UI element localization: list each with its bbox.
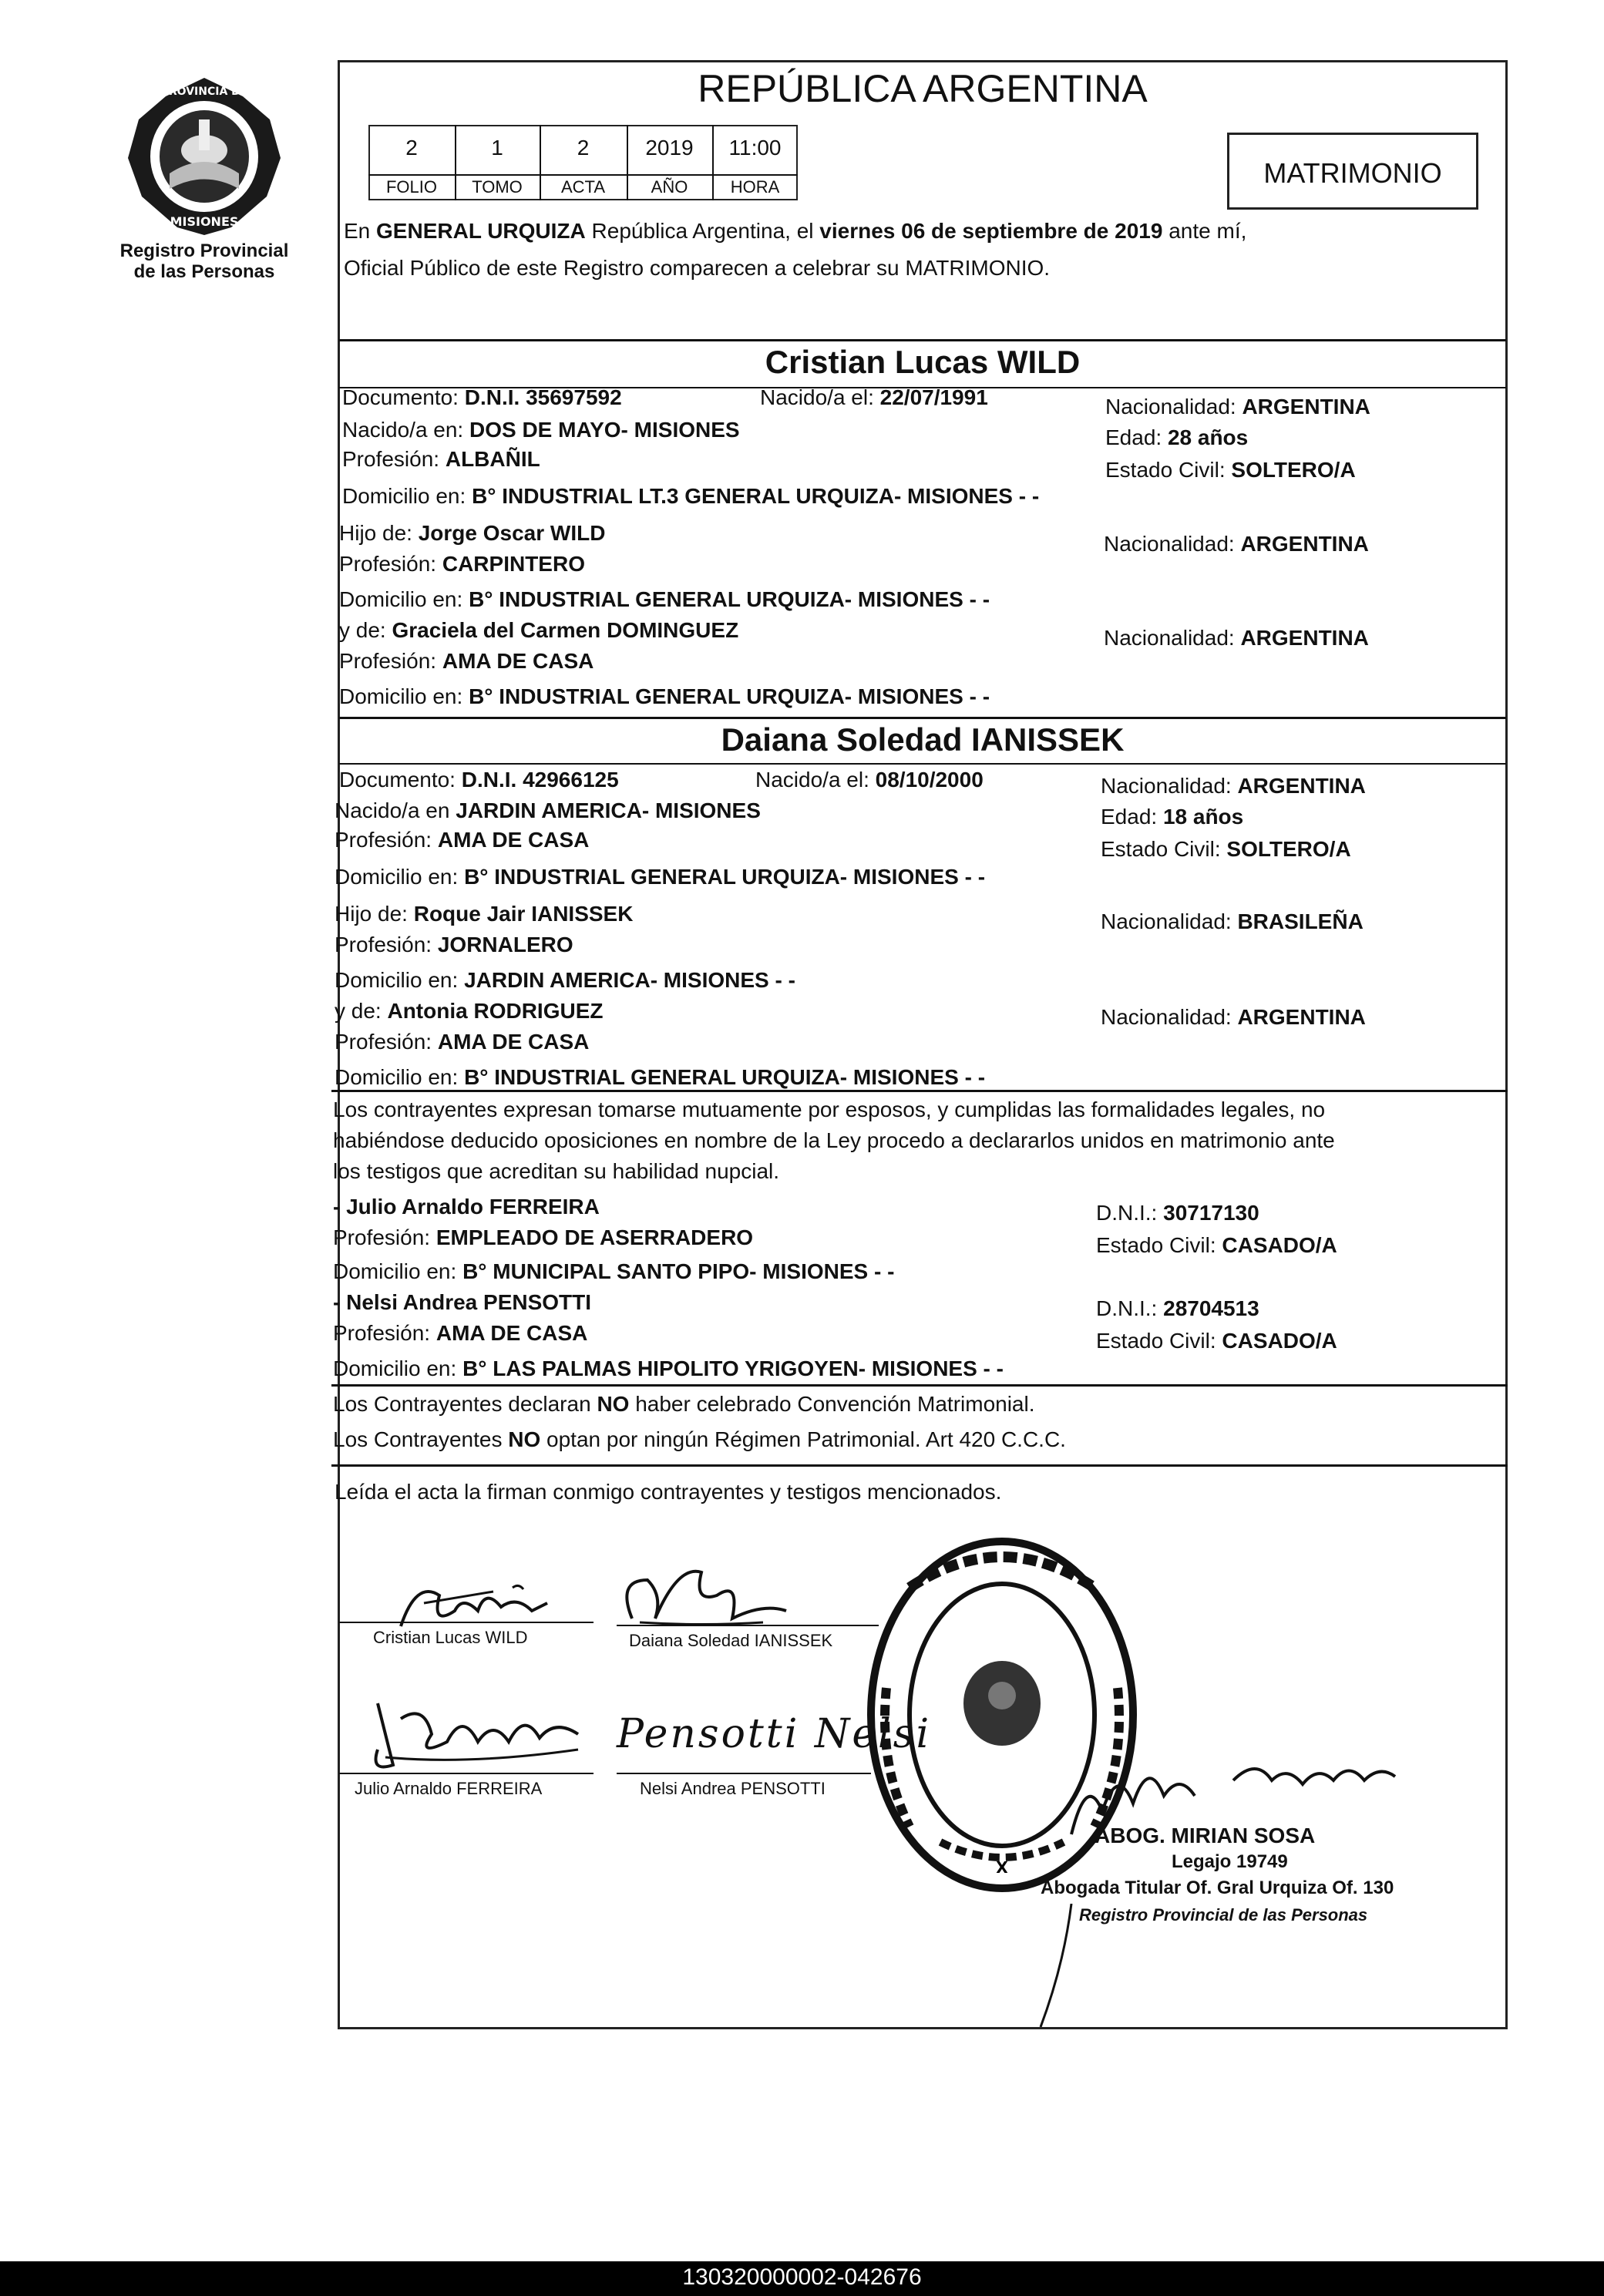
logo-caption-line1: Registro Provincial xyxy=(119,240,289,261)
regime-patrimonial: Los Contrayentes NO optan por ningún Régimen Patrimonial. Art 420 C.C.C. xyxy=(333,1427,1066,1451)
anio-value: 2019 xyxy=(645,136,694,160)
stamp-registry: Registro Provincial de las Personas xyxy=(1079,1905,1368,1925)
signature-name-2: Daiana Soledad IANISSEK xyxy=(629,1631,833,1650)
tomo-value: 1 xyxy=(491,136,503,160)
anio-label: AÑO xyxy=(651,177,688,197)
spouse2-padre: Hijo de: Roque Jair IANISSEK xyxy=(335,902,634,926)
spouse1-madre-domicilio: Domicilio en: B° INDUSTRIAL GENERAL URQUIZA- MISIONES - - xyxy=(339,684,990,708)
hora-value: 11:00 xyxy=(728,136,782,160)
spouse2-padre-domicilio: Domicilio en: JARDIN AMERICA- MISIONES - - xyxy=(335,968,795,992)
witness2-dni: D.N.I.: 28704513 xyxy=(1096,1296,1259,1320)
spouse2-madre-profesion: Profesión: AMA DE CASA xyxy=(335,1030,590,1054)
intro-line1: En GENERAL URQUIZA República Argentina, el viernes 06 de septiembre de 2019 ante mí, xyxy=(344,219,1247,243)
spouse1-edad: Edad: 28 años xyxy=(1105,425,1249,449)
spouse1-padre-domicilio: Domicilio en: B° INDUSTRIAL GENERAL URQUIZA- MISIONES - - xyxy=(339,587,990,611)
spouse1-padre: Hijo de: Jorge Oscar WILD xyxy=(339,521,606,545)
spouse1-name: Cristian Lucas WILD xyxy=(765,344,1081,380)
folio-value: 2 xyxy=(405,136,418,160)
spouse2-documento: Documento: D.N.I. 42966125 xyxy=(339,768,619,792)
witness2-domicilio: Domicilio en: B° LAS PALMAS HIPOLITO YRIGOYEN- MISIONES - - xyxy=(333,1356,1004,1380)
spouse1-nacido-en: Nacido/a en: DOS DE MAYO- MISIONES xyxy=(342,418,740,442)
signature-tail xyxy=(1033,1904,1079,2027)
spouse2-domicilio: Domicilio en: B° INDUSTRIAL GENERAL URQUIZA- MISIONES - - xyxy=(335,865,986,889)
logo-caption xyxy=(108,240,301,282)
spouse2-profesion: Profesión: AMA DE CASA xyxy=(335,828,590,852)
witness2-profesion: Profesión: AMA DE CASA xyxy=(333,1321,588,1345)
spouse2-madre-domicilio: Domicilio en: B° INDUSTRIAL GENERAL URQUIZA- MISIONES - - xyxy=(335,1065,986,1089)
spouse2-nacido-el: Nacido/a el: 08/10/2000 xyxy=(755,768,984,792)
spouse1-domicilio: Domicilio en: B° INDUSTRIAL LT.3 GENERAL URQUIZA- MISIONES - - xyxy=(342,484,1040,508)
regime-convencion: Los Contrayentes declaran NO haber celebrado Convención Matrimonial. xyxy=(333,1392,1035,1416)
spouse2-name: Daiana Soledad IANISSEK xyxy=(721,721,1125,758)
witness1-domicilio: Domicilio en: B° MUNICIPAL SANTO PIPO- MISIONES - - xyxy=(333,1259,895,1283)
spouse1-estado-civil: Estado Civil: SOLTERO/A xyxy=(1105,458,1356,482)
spouse2-estado-civil: Estado Civil: SOLTERO/A xyxy=(1101,837,1351,861)
svg-text:PROVINCIA DE: PROVINCIA DE xyxy=(160,86,248,98)
stamp-officer-name: ABOG. MIRIAN SOSA xyxy=(1095,1824,1316,1847)
declaration-line1: Los contrayentes expresan tomarse mutuamente por esposos, y cumplidas las formalidades legales, no xyxy=(333,1098,1326,1121)
spouse1-nacionalidad: Nacionalidad: ARGENTINA xyxy=(1105,395,1370,419)
hora-label: HORA xyxy=(730,177,780,197)
spouse1-profesion: Profesión: ALBAÑIL xyxy=(342,447,540,471)
registro-provincial-logo xyxy=(116,73,293,239)
spouse2-padre-profesion: Profesión: JORNALERO xyxy=(335,933,573,956)
logo-caption-line2: de las Personas xyxy=(133,261,275,282)
acta-value: 2 xyxy=(577,136,590,160)
spouse2-nacionalidad: Nacionalidad: ARGENTINA xyxy=(1101,774,1366,798)
witness1-dni: D.N.I.: 30717130 xyxy=(1096,1201,1259,1225)
signature-name-3: Julio Arnaldo FERREIRA xyxy=(355,1779,543,1798)
witness1-profesion: Profesión: EMPLEADO DE ASERRADERO xyxy=(333,1225,754,1249)
signature-name-4: Nelsi Andrea PENSOTTI xyxy=(640,1779,826,1798)
spouse1-madre-nacionalidad: Nacionalidad: ARGENTINA xyxy=(1104,626,1369,650)
spouse2-nacido-en: Nacido/a en JARDIN AMERICA- MISIONES xyxy=(335,798,761,822)
intro-place: GENERAL URQUIZA xyxy=(376,219,586,243)
spouse1-padre-nacionalidad: Nacionalidad: ARGENTINA xyxy=(1104,532,1369,556)
spouse2-padre-nacionalidad: Nacionalidad: BRASILEÑA xyxy=(1101,909,1364,933)
tomo-label: TOMO xyxy=(472,177,523,197)
witness1-estado-civil: Estado Civil: CASADO/A xyxy=(1096,1233,1337,1257)
stamp-legajo: Legajo 19749 xyxy=(1172,1851,1288,1872)
spouse1-nacido-el: Nacido/a el: 22/07/1991 xyxy=(760,385,988,409)
svg-text:X: X xyxy=(996,1858,1008,1877)
page-title: REPÚBLICA ARGENTINA xyxy=(698,67,1148,110)
signature-name-1: Cristian Lucas WILD xyxy=(373,1628,528,1647)
witness2-name: - Nelsi Andrea PENSOTTI xyxy=(333,1290,592,1314)
witness1-name: - Julio Arnaldo FERREIRA xyxy=(333,1195,600,1219)
intro-line2: Oficial Público de este Registro comparecen a celebrar su MATRIMONIO. xyxy=(344,256,1051,280)
signature-nelsi: Pensotti Nelsi xyxy=(617,1711,932,1757)
folio-label: FOLIO xyxy=(385,177,437,197)
declaration-line2: habiéndose deducido oposiciones en nombre de la Ley procedo a declararlos unidos en matrimonio ante xyxy=(333,1128,1335,1152)
signature-daiana xyxy=(609,1549,802,1634)
spouse1-madre: y de: Graciela del Carmen DOMINGUEZ xyxy=(339,618,739,642)
signature-julio xyxy=(355,1696,586,1780)
declaration-line3: los testigos que acreditan su habilidad nupcial. xyxy=(333,1159,780,1183)
acta-label: ACTA xyxy=(560,177,606,197)
spouse1-documento: Documento: D.N.I. 35697592 xyxy=(342,385,622,409)
intro-date: viernes 06 de septiembre de 2019 xyxy=(819,219,1163,243)
spouse1-padre-profesion: Profesión: CARPINTERO xyxy=(339,552,585,576)
act-type: MATRIMONIO xyxy=(1263,157,1442,189)
spouse2-edad: Edad: 18 años xyxy=(1101,805,1244,829)
document-code: 130320000002-042676 xyxy=(682,2264,922,2290)
spouse2-madre-nacionalidad: Nacionalidad: ARGENTINA xyxy=(1101,1005,1366,1029)
spouse1-madre-profesion: Profesión: AMA DE CASA xyxy=(339,649,594,673)
svg-text:MISIONES: MISIONES xyxy=(170,214,239,229)
spouse2-madre: y de: Antonia RODRIGUEZ xyxy=(335,999,604,1023)
closing-text: Leída el acta la firman conmigo contrayentes y testigos mencionados. xyxy=(335,1480,1002,1504)
stamp-title: Abogada Titular Of. Gral Urquiza Of. 130 xyxy=(1041,1877,1394,1898)
witness2-estado-civil: Estado Civil: CASADO/A xyxy=(1096,1329,1337,1353)
